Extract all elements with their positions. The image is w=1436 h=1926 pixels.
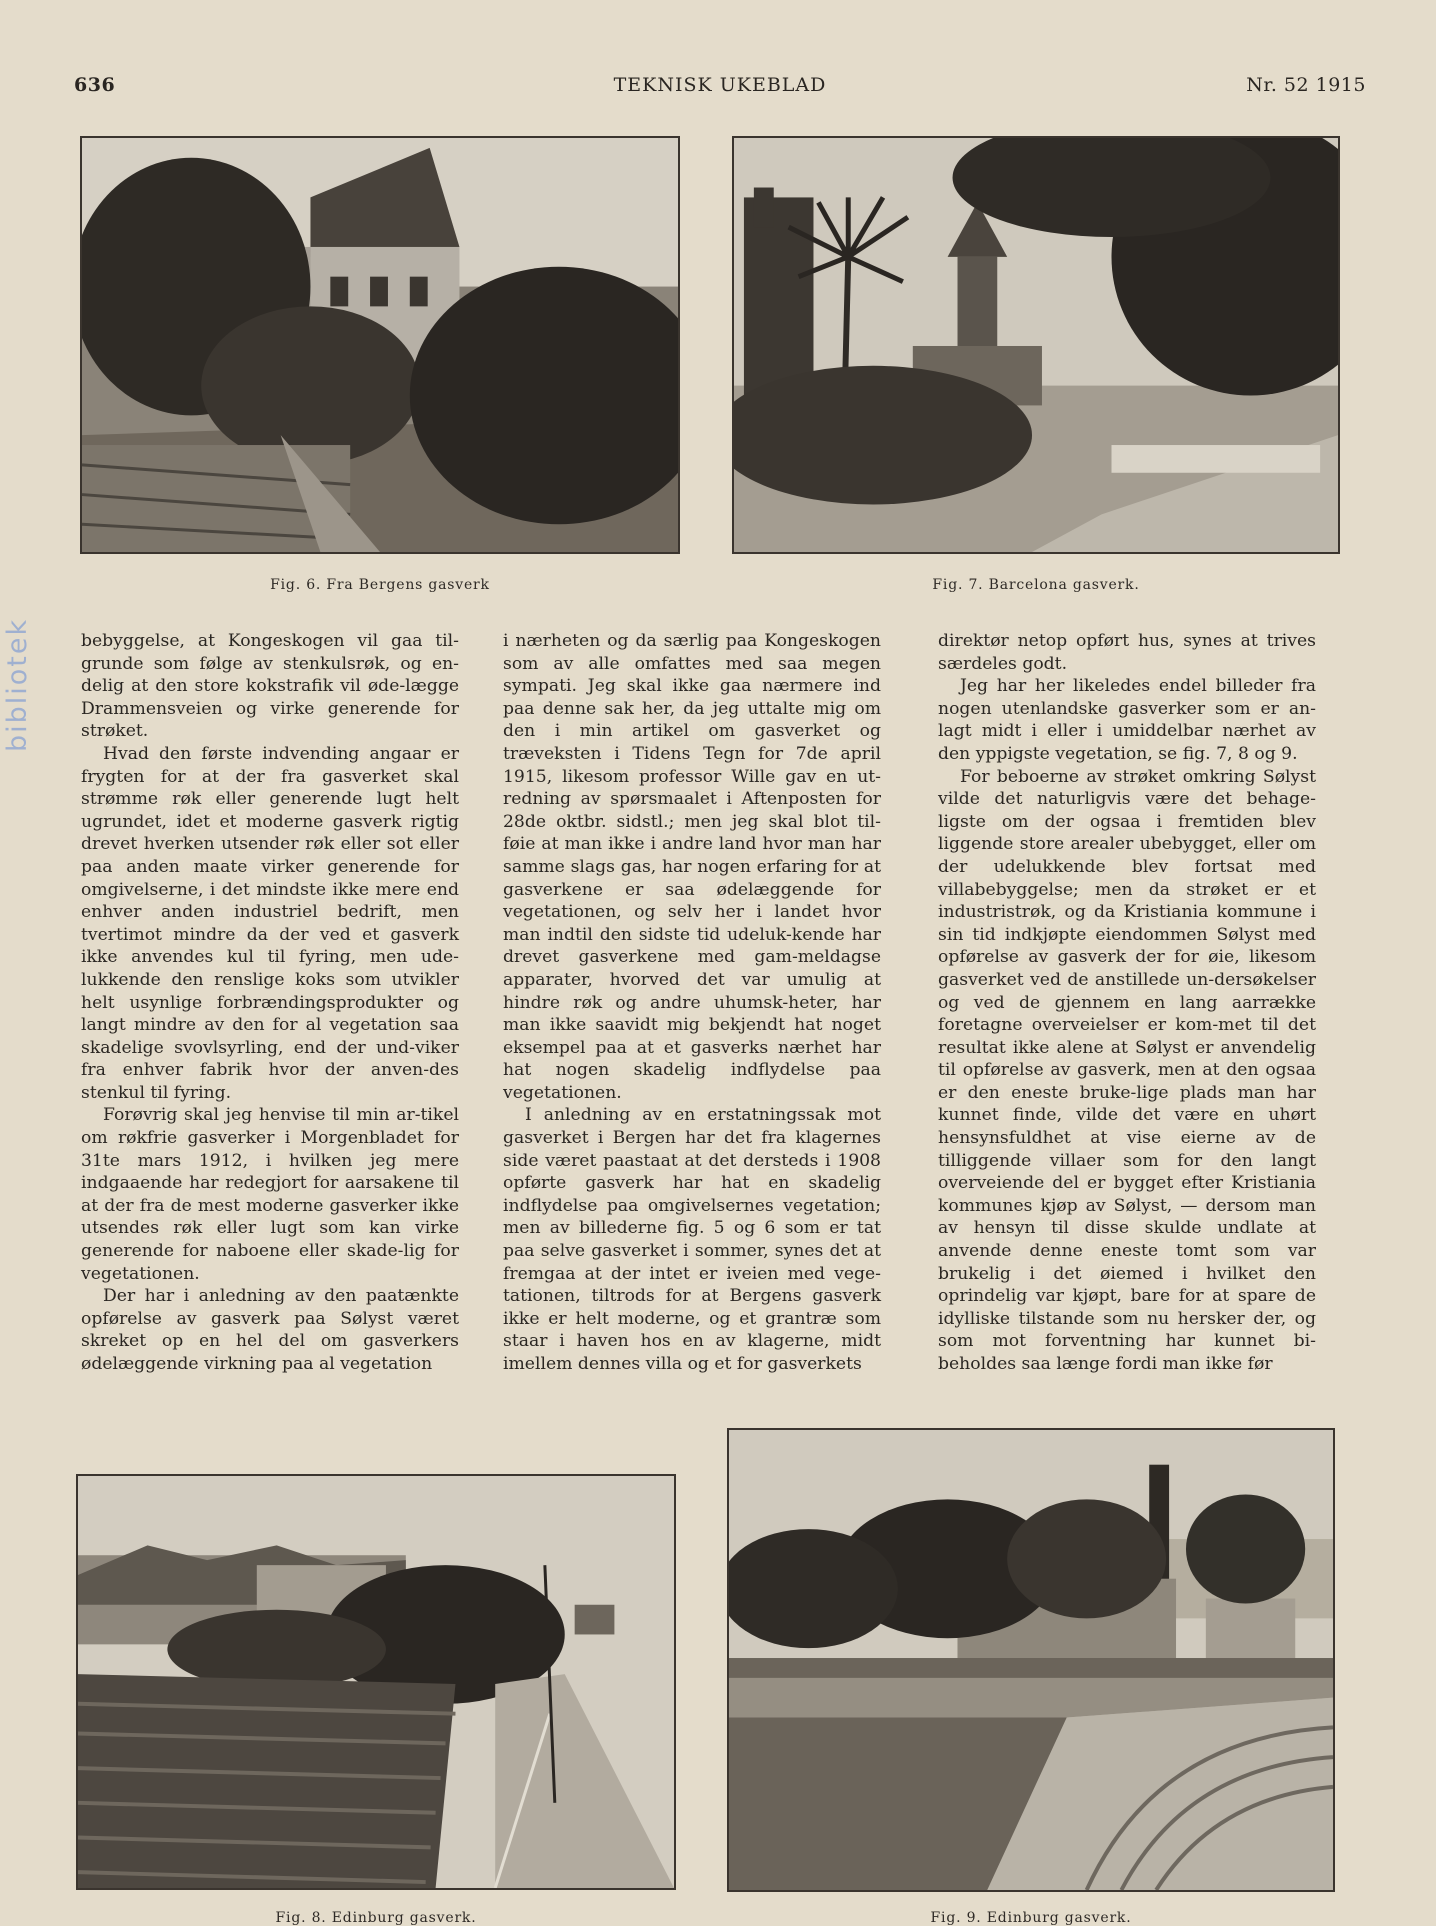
fig8-caption: Fig. 8. Edinburg gasverk.: [275, 1910, 477, 1926]
fig9-photo: [727, 1428, 1335, 1892]
fig7-caption: Fig. 7. Barcelona gasverk.: [932, 577, 1140, 593]
col3-paragraph-3: For beboerne av strøket omkring Sølyst vilde det naturligvis være det behage-ligste om der ogsaa i fremtiden blev liggende store arealer ubebygget, eller om der udelukkende blev fortsat med villabebyggelse; men da strøket er et industristrøk, og da Kristiania kommune i sin tid indkjøpte eiendommen Sølyst med opførelse av gasverk der for øie, likesom gasverket ved de anstillede un-dersøkelser og ved de gjennem en lang aarrække foretagne overveielser er kom-met til det resultat ikke alene at Sølyst er anvendelig til opførelse av gasverk, men at den ogsaa er den eneste bruke-lige plads man har kunnet finde, vilde det være en uhørt hensynsfuldhet at vise eierne av de tilliggende villaer som for den langt overveiende del er bygget efter Kristiania kommunes kjøp av Sølyst, — dersom man av hensyn til disse skulde undlate at anvende denne eneste tomt som var brukelig i det øiemed i hvilket den oprindelig var kjøpt, bare for at spare de idylliske tilstande som nu hersker der, og som mot forventning har kunnet bi-beholdes saa længe fordi man ikke før: [938, 766, 1316, 1374]
col1-paragraph-3: Forøvrig skal jeg henvise til min ar-tikel om røkfrie gasverker i Morgenbladet for 31te mars 1912, i hvilken jeg mere indgaaende har redegjort for aarsakene til at der fra de mest moderne gasverker ikke utsendes røk eller lugt som kan virke generende for naboene eller skade-lig for vegetationen.: [81, 1105, 459, 1284]
fig6-photo: [80, 136, 680, 554]
fig8-photo: [76, 1474, 676, 1890]
text-column-2: [503, 630, 881, 1376]
col1-paragraph-4: Der har i anledning av den paatænkte opførelse av gasverk paa Sølyst været skreket op en hel del om gasverkers ødelæggende virkning paa al vegetation: [81, 1286, 459, 1374]
fig7-photo: [732, 136, 1340, 554]
fig6-caption: Fig. 6. Fra Bergens gasverk: [270, 577, 490, 593]
library-stamp: bibliotek: [2, 617, 33, 752]
col1-paragraph-1: bebyggelse, at Kongeskogen vil gaa til-grunde som følge av stenkulsrøk, og en-delig at den store kokstrafik vil øde-lægge Drammensveien og virke generende for strøket.: [81, 631, 459, 742]
col3-paragraph-1: direktør netop opført hus, synes at trives særdeles godt.: [938, 631, 1316, 674]
text-column-3: [938, 630, 1316, 1376]
issue-number: Nr. 52 1915: [1246, 74, 1366, 96]
journal-title: TEKNISK UKEBLAD: [613, 74, 827, 96]
page-number: 636: [74, 74, 116, 96]
text-column-1: [81, 630, 459, 1376]
col3-paragraph-2: Jeg har her likeledes endel billeder fra nogen utenlandske gasverker som er an-lagt midt i eller i umiddelbar nærhet av den yppigste vegetation, se fig. 7, 8 og 9.: [938, 676, 1316, 764]
page-header: [74, 74, 1366, 102]
col2-paragraph-2: I anledning av en erstatningssak mot gasverket i Bergen har det fra klagernes side været paastaat at det dersteds i 1908 opførte gasverk har hat en skadelig indflydelse paa omgivelsernes vegetation; men av billederne fig. 5 og 6 som er tat paa selve gasverket i sommer, synes det at fremgaa at der intet er iveien med vege-tationen, tiltrods for at Bergens gasverk ikke er helt moderne, og et grantræ som staar i haven hos en av klagerne, midt imellem dennes villa og et for gasverkets: [503, 1105, 881, 1374]
col2-paragraph-1: i nærheten og da særlig paa Kongeskogen som av alle omfattes med saa megen sympati. Jeg skal ikke gaa nærmere ind paa denne sak her, da jeg uttalte mig om den i min artikel om gasverket og træveksten i Tidens Tegn for 7de april 1915, likesom professor Wille gav en ut-redning av spørsmaalet i Aftenposten for 28de oktbr. sidstl.; men jeg skal blot til-føie at man ikke i andre land hvor man har samme slags gas, har nogen erfaring for at gasverkene er saa ødelæggende for vegetationen, og selv her i landet hvor man indtil den sidste tid udeluk-kende har drevet gasverkene med gam-meldagse apparater, hvorved det var umulig at hindre røk og andre uhumsk-heter, har man ikke saavidt mig bekjendt hat noget eksempel paa at et gasverks nærhet har hat nogen skadelig indflydelse paa vegetationen.: [503, 631, 881, 1103]
fig9-caption: Fig. 9. Edinburg gasverk.: [930, 1910, 1132, 1926]
col1-paragraph-2: Hvad den første indvending angaar er frygten for at der fra gasverket skal strømme røk eller generende lugt helt ugrundet, idet et moderne gasverk rigtig drevet hverken utsender røk eller sot eller paa anden maate virker generende for omgivelserne, i det mindste ikke mere end enhver anden industriel bedrift, men tvertimot mindre da der ved et gasverk ikke anvendes kul til fyring, men ude-lukkende den renslige koks som utvikler helt usynlige forbrændingsprodukter og langt mindre av den for al vegetation saa skadelige svovlsyrling, end der und-viker fra enhver fabrik hvor der anven-des stenkul til fyring.: [81, 743, 459, 1103]
